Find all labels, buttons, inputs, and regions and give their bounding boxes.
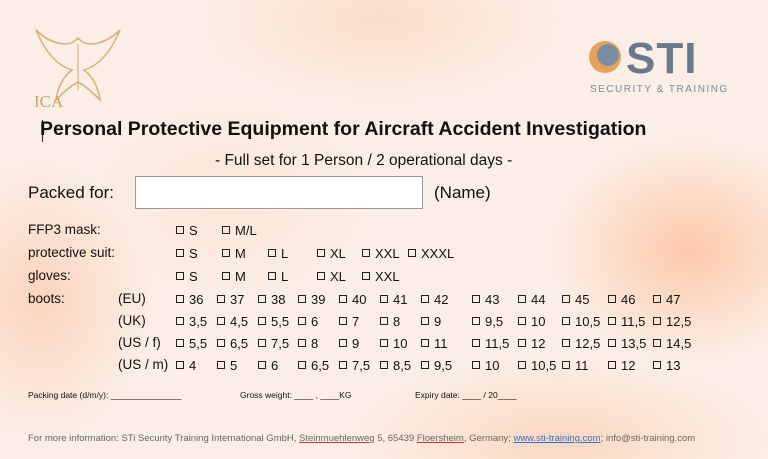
size-option-label: XL (330, 269, 346, 284)
size-option-label: 5 (230, 358, 238, 373)
size-option[interactable] (562, 336, 600, 351)
size-option[interactable] (222, 223, 257, 238)
size-option[interactable] (339, 358, 370, 373)
name-field[interactable] (135, 176, 423, 209)
size-option[interactable] (608, 292, 635, 307)
checkbox[interactable] (176, 339, 184, 347)
size-option-label: 4,5 (230, 314, 249, 329)
page-subtitle: - Full set for 1 Person / 2 operational days - (215, 152, 513, 169)
size-option[interactable] (380, 336, 407, 351)
footer-street: Steinmuehlenweg (299, 433, 375, 444)
website-link[interactable]: www.sti-training.com (513, 433, 601, 444)
size-option-label: 6 (311, 314, 319, 329)
size-option[interactable] (339, 314, 359, 329)
size-option[interactable] (217, 292, 244, 307)
checkbox[interactable] (608, 295, 616, 303)
size-option[interactable] (472, 292, 499, 307)
checkbox[interactable] (408, 249, 416, 257)
size-option[interactable] (518, 358, 556, 373)
size-option-label: 12,5 (666, 314, 692, 329)
checkbox[interactable] (380, 317, 388, 325)
size-option[interactable] (562, 292, 589, 307)
checkbox[interactable] (217, 339, 225, 347)
size-option-label: 9 (434, 314, 442, 329)
checkbox[interactable] (298, 339, 306, 347)
size-option-label: 45 (575, 292, 590, 307)
checkbox[interactable] (176, 249, 184, 257)
footer-city: Floersheim (416, 433, 464, 444)
checkbox[interactable] (222, 272, 230, 280)
size-option[interactable] (176, 314, 207, 329)
size-option-label: XL (330, 246, 346, 261)
checkbox[interactable] (339, 317, 347, 325)
size-option-label: 9 (352, 336, 360, 351)
checkbox[interactable] (421, 295, 429, 303)
size-option-label: 11,5 (621, 314, 646, 329)
checkbox[interactable] (258, 295, 266, 303)
size-option-label: 12 (531, 336, 546, 351)
size-option[interactable] (217, 336, 248, 351)
size-option-label: 6 (271, 358, 279, 373)
checkbox[interactable] (472, 317, 480, 325)
size-option[interactable] (222, 269, 246, 284)
size-option[interactable] (362, 246, 400, 261)
page-title: Personal Protective Equipment for Aircraft Accident Investigation (40, 118, 647, 140)
checkbox[interactable] (217, 295, 225, 303)
checkbox[interactable] (653, 361, 661, 369)
size-option-label: M (235, 246, 246, 261)
checkbox[interactable] (608, 361, 616, 369)
checkbox[interactable] (518, 317, 526, 325)
checkbox[interactable] (421, 361, 429, 369)
size-option-label: 41 (393, 292, 408, 307)
size-option[interactable] (380, 358, 411, 373)
size-option-label: M/L (235, 223, 257, 238)
size-option[interactable] (653, 314, 691, 329)
size-option-label: M (235, 269, 246, 284)
checkbox[interactable] (176, 272, 184, 280)
ica-logo-text: ICA (34, 92, 64, 111)
checkbox[interactable] (217, 317, 225, 325)
size-option[interactable] (608, 314, 645, 329)
checkbox[interactable] (268, 272, 276, 280)
checkbox[interactable] (258, 361, 266, 369)
size-option-label: 8 (393, 314, 401, 329)
size-option-label: 11 (575, 358, 589, 373)
size-option[interactable] (608, 336, 646, 351)
size-option[interactable] (176, 246, 198, 261)
size-option[interactable] (268, 269, 288, 284)
size-option-label: 6,5 (311, 358, 330, 373)
checkbox[interactable] (608, 339, 616, 347)
size-system-label: (UK) (118, 313, 146, 328)
size-option[interactable] (518, 314, 545, 329)
checkbox[interactable] (222, 249, 230, 257)
size-option[interactable] (380, 314, 400, 329)
size-option[interactable] (608, 358, 635, 373)
size-option-label: 9,5 (485, 314, 504, 329)
checkbox[interactable] (380, 339, 388, 347)
checkbox[interactable] (176, 317, 184, 325)
size-option[interactable] (408, 246, 454, 261)
size-option-label: XXL (375, 246, 400, 261)
size-option-label: L (281, 246, 289, 261)
checkbox[interactable] (562, 339, 570, 347)
size-option-label: 10 (531, 314, 546, 329)
size-option-label: 8,5 (393, 358, 412, 373)
size-option-label: 10 (393, 336, 408, 351)
checkbox[interactable] (608, 317, 616, 325)
size-option[interactable] (472, 358, 499, 373)
size-option[interactable] (222, 246, 246, 261)
size-option-label: 39 (311, 292, 326, 307)
checkbox[interactable] (472, 295, 480, 303)
footer-prefix: For more information: STi Security Training International GmbH, (28, 433, 300, 444)
checkbox[interactable] (421, 339, 429, 347)
checkbox[interactable] (258, 339, 266, 347)
name-hint: (Name) (434, 183, 491, 202)
size-option[interactable] (298, 358, 329, 373)
size-option-label: 11 (434, 336, 448, 351)
checkbox[interactable] (317, 249, 325, 257)
checkbox[interactable] (176, 361, 184, 369)
size-option[interactable] (176, 223, 198, 238)
size-option-label: 47 (666, 292, 681, 307)
size-option-label: 8 (311, 336, 319, 351)
size-option[interactable] (339, 336, 359, 351)
size-option-label: 46 (621, 292, 636, 307)
size-option-label: 12,5 (575, 336, 601, 351)
footer-country: , Germany; (463, 433, 514, 444)
size-system-label: (US / f) (118, 335, 161, 350)
checkbox[interactable] (421, 317, 429, 325)
checkbox[interactable] (380, 361, 388, 369)
size-option-label: 10,5 (575, 314, 601, 329)
size-option[interactable] (362, 269, 400, 284)
size-option-label: 12 (621, 358, 636, 373)
size-option[interactable] (176, 336, 207, 351)
checkbox[interactable] (298, 295, 306, 303)
checkbox[interactable] (268, 249, 276, 257)
checkbox[interactable] (472, 361, 480, 369)
size-option[interactable] (421, 358, 452, 373)
checkbox[interactable] (562, 317, 570, 325)
checkbox[interactable] (653, 295, 661, 303)
size-option-label: 13 (666, 358, 681, 373)
checkbox[interactable] (298, 361, 306, 369)
size-option[interactable] (421, 314, 441, 329)
size-option[interactable] (268, 246, 288, 261)
checkbox[interactable] (176, 226, 184, 234)
footer-email: ; info@sti-training.com (600, 433, 696, 444)
row-label: boots: (28, 291, 65, 306)
row-label: protective suit: (28, 245, 116, 260)
size-option[interactable] (653, 292, 680, 307)
size-option-label: 10 (485, 358, 500, 373)
size-option-label: 38 (271, 292, 286, 307)
size-option-label: 5,5 (189, 336, 208, 351)
size-option[interactable] (217, 358, 237, 373)
checkbox[interactable] (518, 295, 526, 303)
size-option[interactable] (380, 292, 407, 307)
size-option-label: S (189, 246, 198, 261)
packed-for-label: Packed for: (28, 183, 114, 202)
checkbox[interactable] (339, 339, 347, 347)
size-option-label: 44 (531, 292, 546, 307)
size-option[interactable] (653, 358, 680, 373)
sti-logo-mark (586, 38, 624, 76)
size-option-label: 40 (352, 292, 367, 307)
checkbox[interactable] (362, 249, 370, 257)
size-option[interactable] (176, 269, 198, 284)
size-option-label: 7,5 (352, 358, 371, 373)
size-option[interactable] (339, 292, 366, 307)
size-option[interactable] (562, 358, 589, 373)
checkbox[interactable] (176, 295, 184, 303)
footer-contact (28, 433, 695, 444)
size-option[interactable] (298, 292, 325, 307)
size-option[interactable] (258, 358, 278, 373)
checkbox[interactable] (562, 295, 570, 303)
size-option[interactable] (518, 336, 545, 351)
size-option-label: L (281, 269, 289, 284)
size-option-label: 7,5 (271, 336, 290, 351)
size-option[interactable] (421, 336, 448, 351)
ica-logo (28, 20, 128, 120)
size-option[interactable] (298, 336, 318, 351)
size-option-label: 43 (485, 292, 500, 307)
checkbox[interactable] (217, 361, 225, 369)
size-option-label: 14,5 (666, 336, 692, 351)
size-system-label: (EU) (118, 291, 146, 306)
size-option[interactable] (176, 358, 196, 373)
size-option-label: 13,5 (621, 336, 647, 351)
checkbox[interactable] (472, 339, 480, 347)
checkbox[interactable] (339, 295, 347, 303)
checkbox[interactable] (362, 272, 370, 280)
size-option-label: XXL (375, 269, 400, 284)
size-option[interactable] (562, 314, 600, 329)
size-option-label: 37 (230, 292, 245, 307)
size-option[interactable] (653, 336, 691, 351)
row-label: FFP3 mask: (28, 222, 101, 237)
size-option[interactable] (317, 246, 346, 261)
checkbox[interactable] (380, 295, 388, 303)
expiry-date-field[interactable]: Expiry date: ____ / 20____ (415, 390, 517, 400)
size-option[interactable] (472, 314, 503, 329)
checkbox[interactable] (317, 272, 325, 280)
size-option-label: 11,5 (485, 336, 510, 351)
sti-tagline: SECURITY & TRAINING (590, 84, 729, 95)
gross-weight-field[interactable]: Gross weight: ____ , ____KG (240, 390, 352, 400)
size-option[interactable] (421, 292, 448, 307)
size-option[interactable] (258, 314, 289, 329)
size-option-label: 42 (434, 292, 449, 307)
size-option[interactable] (518, 292, 545, 307)
size-option-label: 4 (189, 358, 197, 373)
packing-date-field[interactable]: Packing date (d/m/y): _______________ (28, 390, 182, 400)
checkbox[interactable] (518, 361, 526, 369)
checkbox[interactable] (653, 317, 661, 325)
size-option-label: S (189, 269, 198, 284)
size-option[interactable] (472, 336, 509, 351)
checkbox[interactable] (298, 317, 306, 325)
checkbox[interactable] (518, 339, 526, 347)
size-option-label: 9,5 (434, 358, 453, 373)
sti-logo-text: STI (626, 34, 698, 83)
size-system-label: (US / m) (118, 357, 169, 372)
size-option[interactable] (298, 314, 318, 329)
size-option[interactable] (176, 292, 203, 307)
size-option[interactable] (317, 269, 346, 284)
checkbox[interactable] (258, 317, 266, 325)
checkbox[interactable] (562, 361, 570, 369)
size-option[interactable] (258, 292, 285, 307)
size-option[interactable] (258, 336, 289, 351)
checkbox[interactable] (339, 361, 347, 369)
sti-logo (580, 30, 740, 100)
size-option-label: S (189, 223, 198, 238)
checkbox[interactable] (653, 339, 661, 347)
size-option-label: 6,5 (230, 336, 249, 351)
size-option-label: 3,5 (189, 314, 208, 329)
size-option[interactable] (217, 314, 248, 329)
size-option-label: XXXL (421, 246, 455, 261)
size-option-label: 7 (352, 314, 360, 329)
row-label: gloves: (28, 268, 71, 283)
footer-mid: 5, 65439 (374, 433, 417, 444)
size-option-label: 5,5 (271, 314, 290, 329)
size-option-label: 10,5 (531, 358, 557, 373)
checkbox[interactable] (222, 226, 230, 234)
size-option-label: 36 (189, 292, 204, 307)
